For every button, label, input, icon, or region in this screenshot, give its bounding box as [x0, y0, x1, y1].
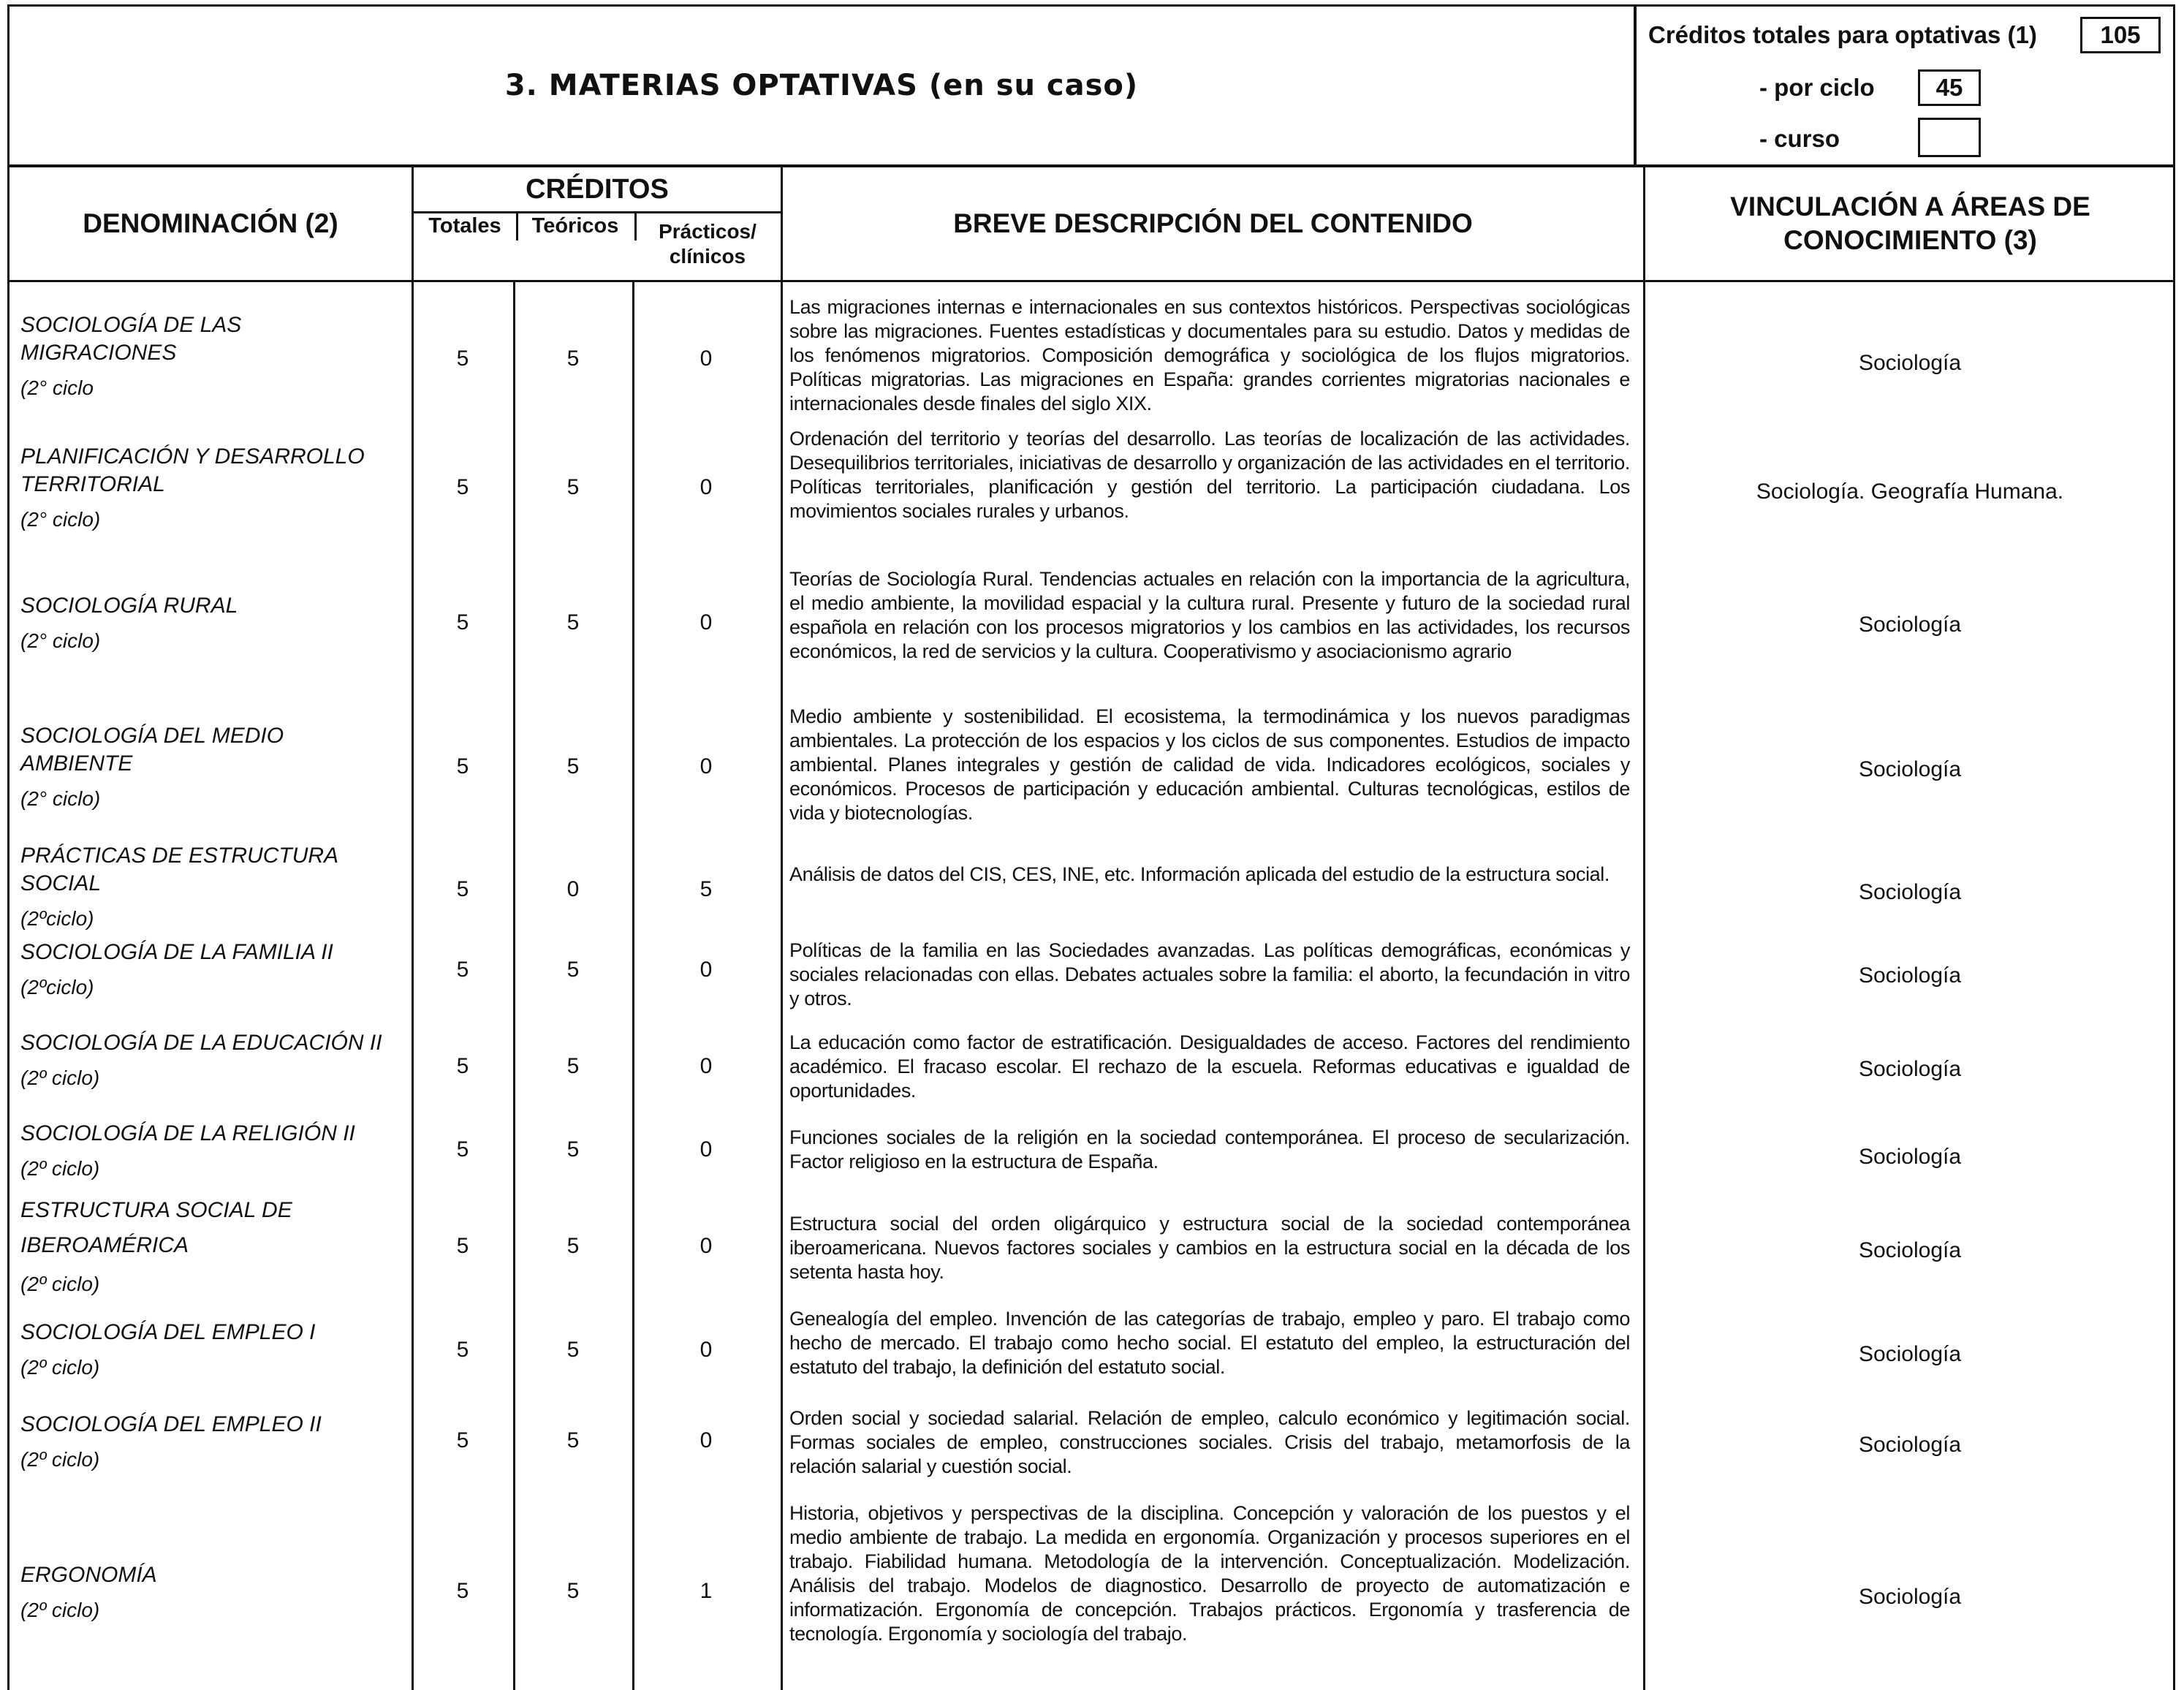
content-description: Genealogía del empleo. Invención de las categorías de trabajo, empleo y paro. El trabajo como hecho de mercado. El trabajo como hecho social. El estatuto del empleo, la estructuración del estatuto del trabajo, la definición del estatuto social. — [789, 1308, 1630, 1378]
knowledge-area: Sociología — [1858, 757, 1962, 781]
credits-theory: 5 — [566, 475, 580, 499]
subject-title: SOCIOLOGÍA DE LA FAMILIA II — [20, 940, 333, 964]
col-creditos: CRÉDITOS — [414, 167, 781, 213]
credits-theory: 5 — [566, 1137, 580, 1162]
subject-title: SOCIOLOGÍA DE LA EDUCACIÓN II — [20, 1031, 382, 1055]
table-row — [7, 551, 2175, 705]
credits-practice: 0 — [699, 1234, 713, 1258]
content-description: La educación como factor de estratificación. Desigualdades de acceso. Factores del rendimiento académico. El fracaso escolar. El rechazo de la escuela. Reformas educativas e igualdad de oportunidades. — [789, 1031, 1630, 1102]
content-description: Historia, objetivos y perspectivas de la disciplina. Concepción y valoración de los puestos y el medio ambiente de trabajo. La medida en ergonomía. Organización y procesos superiores en el trabajo. Fiabilidad humana. Metodología de la intervención. Conceptualización. Modelización. Análisis del trabajo. Modelos de diagnostico. Desarrollo de proyecto de automatización e informatización. Ergonomía de concepción. Trabajos prácticos. Ergonomía y trasferencia de tecnología. Ergonomía y sociología del trabajo. — [789, 1502, 1630, 1645]
col-teoricos: Teóricos — [516, 211, 637, 240]
knowledge-area: Sociología — [1858, 880, 1962, 904]
credits-theory: 5 — [566, 754, 580, 778]
subject-title: SOCIOLOGÍA DE LA RELIGIÓN II — [20, 1121, 355, 1145]
table-row — [7, 705, 2175, 836]
knowledge-area: Sociología — [1858, 1238, 1962, 1262]
content-description: Orden social y sociedad salarial. Relación de empleo, calculo económico y legitimación social. Formas sociales de empleo, construcciones sociales. Crisis del trabajo, metamorfosis de la relación salarial y cuestión social. — [789, 1407, 1630, 1477]
subject-cycle: (2ºciclo) — [20, 907, 94, 930]
credits-total: 5 — [456, 1137, 469, 1162]
credits-theory: 5 — [566, 1579, 580, 1603]
credits-practice: 0 — [699, 346, 713, 371]
table-row — [7, 1304, 2175, 1399]
content-description: Funciones sociales de la religión en la sociedad contemporánea. El proceso de secularización. Factor religioso en la estructura de España. — [789, 1126, 1630, 1172]
credits-practice: 0 — [699, 958, 713, 982]
credits-theory: 5 — [566, 1234, 580, 1258]
subject-title: SOCIOLOGÍA DEL MEDIO AMBIENTE — [20, 724, 284, 776]
content-description: Políticas de la familia en las Sociedades avanzadas. Las políticas demográficas, económicas y sociales relacionadas con ellas. Debates actuales sobre la familia: el aborto, la fecundación in vitro y otros. — [789, 939, 1630, 1009]
column-header-row — [7, 165, 2175, 282]
subject-title: ERGONOMÍA — [20, 1563, 157, 1587]
credits-total: 5 — [456, 1579, 469, 1603]
subject-title: PLANIFICACIÓN Y DESARROLLO TERRITORIAL — [20, 444, 365, 496]
table-row — [7, 939, 2175, 1026]
credits-theory: 5 — [566, 1428, 580, 1452]
credits-theory: 5 — [566, 1338, 580, 1362]
subject-title: SOCIOLOGÍA DE LAS MIGRACIONES — [20, 313, 242, 365]
table-row — [7, 1406, 2175, 1494]
section-title: 3. MATERIAS OPTATIVAS (en su caso) — [504, 69, 1139, 102]
credits-practice: 0 — [699, 1054, 713, 1078]
col-denominacion: DENOMINACIÓN (2) — [10, 167, 414, 280]
subject-cycle: (2º ciclo) — [20, 1356, 100, 1379]
knowledge-area: Sociología — [1858, 963, 1962, 988]
subject-cycle: (2° ciclo) — [20, 787, 101, 810]
subject-name — [20, 1561, 401, 1624]
credits-total-label: Créditos totales para optativas (1) — [1648, 21, 2037, 48]
credits-total-value: 105 — [2080, 17, 2161, 53]
subject-title: PRÁCTICAS DE ESTRUCTURA SOCIAL — [20, 844, 338, 895]
credits-practice: 0 — [699, 1428, 713, 1452]
subject-title: SOCIOLOGÍA RURAL — [20, 594, 238, 618]
credits-practice: 5 — [699, 877, 713, 901]
table-row — [7, 281, 2175, 427]
table-row — [7, 1120, 2175, 1193]
subject-title: SOCIOLOGÍA DEL EMPLEO II — [20, 1412, 322, 1436]
subject-name — [20, 1411, 401, 1474]
subject-cycle: (2º ciclo) — [20, 1066, 100, 1089]
subject-name — [20, 842, 401, 933]
subject-cycle: (2° ciclo — [20, 376, 94, 399]
credits-total: 5 — [456, 610, 469, 634]
credits-practice: 0 — [699, 1338, 713, 1362]
col-practicos: Prácticos/ clínicos — [659, 220, 757, 268]
table-row — [7, 427, 2175, 551]
table-row — [7, 1501, 2175, 1688]
content-description: Medio ambiente y sostenibilidad. El ecosistema, la termodinámica y los nuevos paradigmas ambientales. La protección de los espacios y los ciclos de sus componentes. Estudios de impacto ambiental. Planes integrales y gestión de calidad de vida. Indicadores ecológicos, sociales y económicos. Procesos de participación y educación ambiental. Culturas tecnológicas, estilos de vida y biotecnologías. — [789, 705, 1630, 824]
subject-cycle: (2ºciclo) — [20, 976, 94, 999]
subject-title: SOCIOLOGÍA DEL EMPLEO I — [20, 1320, 316, 1344]
knowledge-area: Sociología. Geografía Humana. — [1756, 480, 2064, 504]
col-totales: Totales — [414, 211, 518, 240]
subject-name — [20, 311, 401, 402]
table-row — [7, 1026, 2175, 1120]
credits-theory: 5 — [566, 1054, 580, 1078]
table-row — [7, 836, 2175, 939]
subject-cycle: (2º ciclo) — [20, 1157, 100, 1180]
credits-total: 5 — [456, 346, 469, 371]
credits-theory: 5 — [566, 346, 580, 371]
knowledge-area: Sociología — [1858, 1057, 1962, 1081]
subject-cycle: (2º ciclo) — [20, 1448, 100, 1471]
subject-name — [20, 592, 401, 655]
credits-total: 5 — [456, 1338, 469, 1362]
credits-practice: 0 — [699, 475, 713, 499]
credits-theory: 0 — [566, 877, 580, 901]
credits-total: 5 — [456, 958, 469, 982]
table-row — [7, 1193, 2175, 1295]
credits-total: 5 — [456, 1234, 469, 1258]
subject-cycle: (2º ciclo) — [20, 1273, 100, 1295]
knowledge-area: Sociología — [1858, 351, 1962, 375]
col-creditos-group — [414, 167, 783, 280]
content-description: Ordenación del territorio y teorías del desarrollo. Las teorías de localización de las actividades. Desequilibrios territoriales, iniciativas de desarrollo y organización de las actividades en el territorio. Políticas territoriales, planificación y gestión del territorio. La participación ciudadana. Los movimientos sociales rurales y urbanos. — [789, 428, 1630, 522]
credits-total: 5 — [456, 1054, 469, 1078]
content-description: Estructura social del orden oligárquico y estructura social de la sociedad contemporánea iberoamericana. Nuevos factores sociales y cambios en la estructura social en la década de los setenta hasta hoy. — [789, 1213, 1630, 1283]
credits-summary-box — [1634, 4, 2175, 167]
credits-total: 5 — [456, 475, 469, 499]
subject-name — [20, 1120, 401, 1183]
subject-name — [20, 1029, 401, 1092]
subject-name — [20, 1193, 401, 1298]
content-description: Análisis de datos del CIS, CES, INE, etc. Información aplicada del estudio de la estructura social. — [789, 863, 1609, 885]
subject-name — [20, 1319, 401, 1382]
subject-name — [20, 939, 401, 1001]
subject-name — [20, 722, 401, 813]
content-description: Teorías de Sociología Rural. Tendencias actuales en relación con la importancia de la agricultura, el medio ambiente, la movilidad espacial y la cultura rural. Presente y futuro de la sociedad rural española en relación con los procesos migratorios y los cambios en las actividades, los recursos económicos, la red de servicios y la cultura. Cooperativismo y asociacionismo agrario — [789, 568, 1630, 662]
credits-theory: 5 — [566, 958, 580, 982]
credits-practice: 0 — [699, 754, 713, 778]
credits-total: 5 — [456, 1428, 469, 1452]
credits-theory: 5 — [566, 610, 580, 634]
subject-name — [20, 443, 401, 534]
knowledge-area: Sociología — [1858, 1585, 1962, 1609]
subject-cycle: (2° ciclo) — [20, 508, 101, 531]
por-ciclo-label: - por ciclo — [1759, 74, 1875, 101]
credits-total: 5 — [456, 754, 469, 778]
col-descripcion: BREVE DESCRIPCIÓN DEL CONTENIDO — [783, 167, 1645, 280]
knowledge-area: Sociología — [1858, 613, 1962, 637]
credits-practice: 0 — [699, 610, 713, 634]
section-header — [7, 4, 1636, 167]
curso-value — [1918, 118, 1981, 157]
credits-total: 5 — [456, 877, 469, 901]
knowledge-area: Sociología — [1858, 1433, 1962, 1457]
credits-practice: 1 — [699, 1579, 713, 1603]
knowledge-area: Sociología — [1858, 1145, 1962, 1169]
subject-cycle: (2º ciclo) — [20, 1599, 100, 1621]
por-ciclo-value: 45 — [1918, 69, 1981, 106]
subject-title: ESTRUCTURA SOCIAL DE IBEROAMÉRICA — [20, 1198, 292, 1257]
content-description: Las migraciones internas e internacionales en sus contextos históricos. Perspectivas sociológicas sobre las migraciones. Fuentes estadísticas y documentales para su estudio. Datos y medidas de los fenómenos migratorios. Composición demográfica y sociológica de los flujos migratorios. Políticas migratorias. Las migraciones en España: grandes corrientes migratorias nacionales e internacionales desde finales del siglo XIX. — [789, 296, 1630, 414]
subject-cycle: (2° ciclo) — [20, 629, 101, 652]
col-vinculacion: VINCULACIÓN A ÁREAS DE CONOCIMIENTO (3) — [1730, 192, 2090, 255]
table-body — [7, 281, 2175, 1690]
curso-label: - curso — [1759, 125, 1840, 152]
credits-practice: 0 — [699, 1137, 713, 1162]
knowledge-area: Sociología — [1858, 1342, 1962, 1366]
